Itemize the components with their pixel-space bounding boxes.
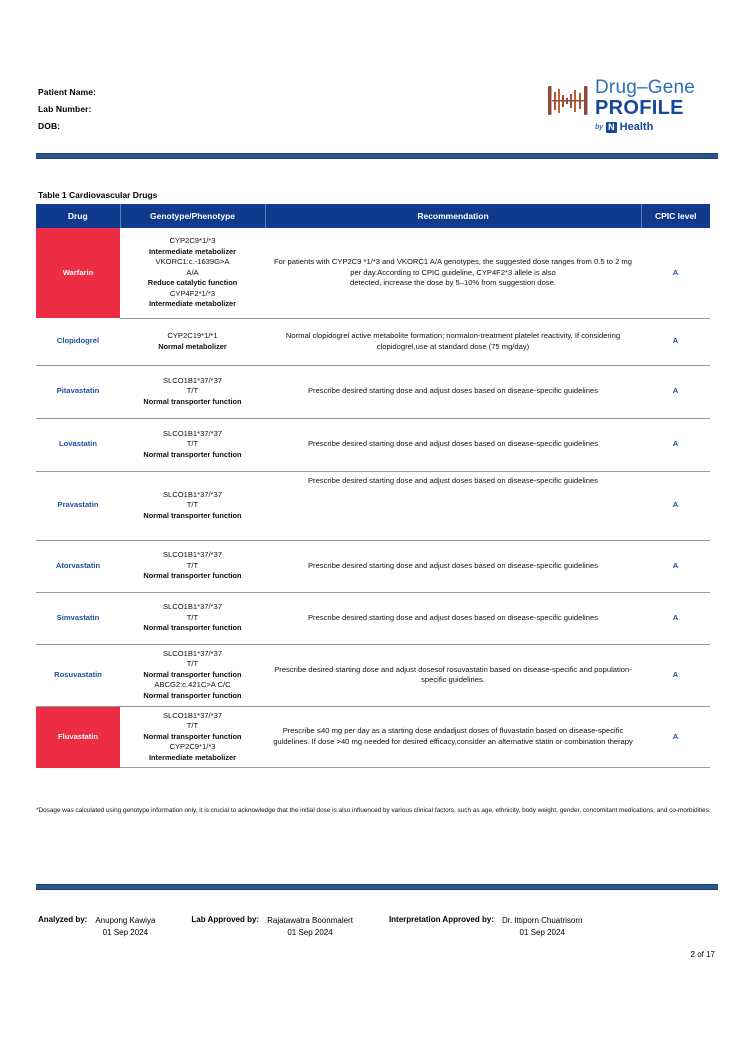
cell-genotype-phenotype (120, 540, 265, 592)
table-row (36, 644, 710, 706)
table-row (36, 418, 710, 471)
cell-genotype-phenotype (120, 644, 265, 706)
phenotype-line: Normal transporter function (143, 571, 242, 581)
genotype-line: SLCO1B1*37/*37 (162, 550, 223, 560)
cell-recommendation: Prescribe desired starting dose and adjust doses based on disease-specific guidelines (265, 540, 641, 592)
phenotype-line: Normal transporter function (143, 449, 242, 459)
genotype-line: SLCO1B1*37/*37 (162, 375, 223, 385)
table-body (36, 228, 710, 768)
table-row (36, 228, 710, 318)
lab-approved-by-date: 01 Sep 2024 (287, 928, 333, 937)
phenotype-line: Normal transporter function (143, 510, 242, 520)
cell-cpic-level: A (641, 592, 710, 644)
patient-name-label: Patient Name: (38, 87, 96, 97)
genotype-line: SLCO1B1*37/*37 (162, 710, 223, 720)
phenotype-line: Intermediate metabolizer (148, 752, 237, 762)
table-row (36, 318, 710, 365)
phenotype-line: Normal metabolizer (158, 341, 227, 351)
lab-approved-by-value (267, 915, 353, 939)
genotype-line: SLCO1B1*37/*37 (162, 602, 223, 612)
phenotype-line: Intermediate metabolizer (148, 299, 237, 308)
interpretation-approved-by-value (502, 915, 582, 939)
logo-profile-text: PROFILE (595, 97, 684, 119)
analyzed-by-date: 01 Sep 2024 (102, 928, 149, 937)
cell-recommendation: Prescribe desired starting dose and adjust doses based on disease-specific guidelines (265, 592, 641, 644)
signoff-analyzed-by (38, 915, 155, 939)
column-header-genotype-phenotype: Genotype/Phenotype (120, 204, 265, 228)
column-header-drug: Drug (36, 204, 120, 228)
analyzed-by-label: Analyzed by: (38, 915, 88, 924)
phenotype-line: Normal transporter function (143, 396, 242, 406)
genotype-line: T/T (186, 386, 199, 396)
dna-waveform-icon (545, 84, 591, 118)
page-number: 2 of 17 (690, 950, 715, 959)
dob-label: DOB: (38, 121, 61, 131)
genotype-line: T/T (186, 659, 199, 669)
lab-number-label: Lab Number: (38, 104, 92, 114)
cell-cpic-level: A (641, 471, 710, 540)
genotype-line: CYP2C9*1/*3 (169, 742, 216, 751)
cell-drug-name: Clopidogrel (36, 318, 120, 365)
table-row (36, 471, 710, 540)
genotype-line: T/T (186, 612, 199, 622)
cell-genotype-phenotype (120, 592, 265, 644)
cell-drug-name: Warfarin (36, 228, 120, 318)
genotype-line: A/A (186, 267, 199, 277)
cell-genotype-phenotype (120, 365, 265, 418)
cardiovascular-drugs-table (36, 204, 710, 768)
patient-info-block (38, 84, 96, 135)
drug-gene-profile-logo (537, 78, 697, 140)
cell-drug-name: Lovastatin (36, 418, 120, 471)
phenotype-line: Normal transporter function (143, 669, 242, 679)
logo-drug-gene-text: Drug–Gene (595, 77, 696, 98)
genotype-line: CYP4F2*1/*3 (169, 288, 216, 298)
cell-recommendation: For patients with CYP2C9 *1/*3 and VKORC1 A/A genotypes, the suggested dose ranges from 0.5 to 2 mg per day.According to CPIC guideline, CYP4F2*3 allele is also detected, increase the dose by 5–10% from suggestion dose. (265, 228, 641, 318)
cell-drug-name: Pitavastatin (36, 365, 120, 418)
table-footnote: *Dosage was calculated using genotype information only, it is crucial to acknowledge that the initial dose is also influenced by various clinical factors, such as age, ethnicity, body weight, gender, concomitant medications, and co-morbidities. (36, 807, 711, 814)
signoff-row (38, 915, 715, 939)
logo-by-text: by (595, 123, 604, 131)
cell-cpic-level: A (641, 644, 710, 706)
signoff-interpretation-approved-by (389, 915, 583, 939)
cell-recommendation: Prescribe desired starting dose and adjust doses based on disease-specific guidelines (265, 365, 641, 418)
cell-cpic-level: A (641, 318, 710, 365)
cell-drug-name: Atorvastatin (36, 540, 120, 592)
logo-health-text: Health (619, 121, 654, 133)
signoff-lab-approved-by (191, 915, 353, 939)
cell-cpic-level: A (641, 365, 710, 418)
cell-recommendation: Prescribe desired starting dose and adjust dosesof rosuvastatin based on disease-specific and population-specific guidelines. (265, 644, 641, 706)
cell-recommendation: Normal clopidogrel active metabolite formation; normalon-treatment platelet reactivity. If considering clopidogrel,use at standard dose (75 mg/day) (265, 318, 641, 365)
analyzed-by-value (95, 915, 155, 939)
table-row (36, 365, 710, 418)
column-header-recommendation: Recommendation (265, 204, 641, 228)
phenotype-line: Normal transporter function (143, 690, 242, 700)
phenotype-line: Reduce catalytic function (147, 278, 238, 287)
cell-recommendation: Prescribe desired starting dose and adjust doses based on disease-specific guidelines (265, 418, 641, 471)
interpretation-approved-by-label: Interpretation Approved by: (388, 915, 494, 924)
genotype-line: T/T (186, 500, 199, 510)
cell-drug-name: Simvastatin (36, 592, 120, 644)
cell-cpic-level: A (641, 540, 710, 592)
logo-brand-row (595, 121, 695, 133)
genotype-line: SLCO1B1*37/*37 (162, 489, 223, 499)
n-health-mark-icon: N (608, 121, 615, 132)
table-header-row (36, 204, 710, 228)
table-row (36, 592, 710, 644)
column-header-cpic-level: CPIC level (641, 204, 710, 228)
genotype-line: SLCO1B1*37/*37 (162, 648, 223, 658)
cell-cpic-level: A (641, 706, 710, 768)
phenotype-line: Normal transporter function (143, 731, 242, 741)
genotype-line: CYP2C9*1/*3 (169, 236, 216, 245)
lab-approved-by-label: Lab Approved by: (191, 915, 260, 924)
genotype-line: T/T (186, 721, 199, 730)
genotype-line: ABCG2:c.421C>A C/C (154, 680, 231, 690)
cell-recommendation: Prescribe desired starting dose and adjust doses based on disease-specific guidelines (265, 471, 641, 540)
genotype-line: CYP2C19*1/*1 (167, 331, 218, 340)
cell-drug-name: Pravastatin (36, 471, 120, 540)
table-title: Table 1 Cardiovascular Drugs (38, 190, 158, 200)
page-header (38, 78, 717, 150)
header-divider (36, 153, 718, 159)
genotype-line: VKORC1:c.-1639G>A (155, 257, 230, 266)
cell-recommendation: Prescribe ≤40 mg per day as a starting dose andadjust doses of fluvastatin based on disease-specific guidelines. If dose >40 mg needed for desired efficacy,consider an alternative statin or combination therapy (265, 706, 641, 768)
phenotype-line: Intermediate metabolizer (148, 246, 237, 256)
interpretation-approved-by-name: Dr. Ittiporn Chuatrisorn (501, 916, 583, 925)
cell-drug-name: Rosuvastatin (36, 644, 120, 706)
cell-drug-name: Fluvastatin (36, 706, 120, 768)
genotype-line: SLCO1B1*37/*37 (162, 428, 223, 438)
cell-cpic-level: A (641, 228, 710, 318)
genotype-line: T/T (186, 560, 199, 570)
cell-genotype-phenotype (120, 706, 265, 768)
table-row (36, 706, 710, 768)
interpretation-approved-by-date: 01 Sep 2024 (519, 928, 565, 937)
cell-genotype-phenotype (120, 418, 265, 471)
logo-text-block (595, 78, 695, 133)
table-row (36, 540, 710, 592)
cell-genotype-phenotype (120, 471, 265, 540)
cell-genotype-phenotype (120, 318, 265, 365)
cell-genotype-phenotype (120, 228, 265, 318)
footer-divider (36, 884, 718, 890)
genotype-line: T/T (186, 439, 199, 449)
analyzed-by-name: Anupong Kawiya (95, 916, 156, 925)
lab-approved-by-name: Rajatawatra Boonmalert (267, 916, 353, 925)
phenotype-line: Normal transporter function (143, 623, 242, 633)
cell-cpic-level: A (641, 418, 710, 471)
